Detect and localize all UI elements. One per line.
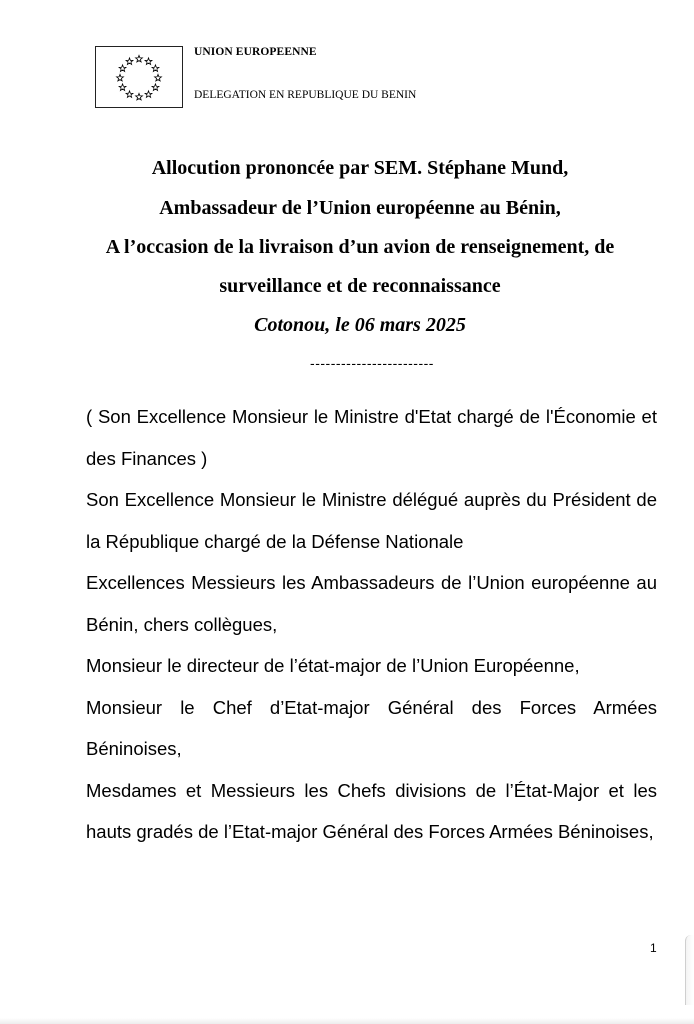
eu-star-icon xyxy=(152,84,159,91)
speech-date: Cotonou, le 06 mars 2025 xyxy=(254,314,466,336)
eu-star-icon xyxy=(119,65,126,72)
eu-star-icon xyxy=(155,74,162,81)
title-line-2: Ambassadeur de l’Union européenne au Bénin, xyxy=(159,197,561,219)
eu-flag-stars-icon xyxy=(114,52,164,104)
eu-star-icon xyxy=(145,58,152,65)
eu-star-icon xyxy=(119,84,126,91)
delegation-name: DELEGATION EN REPUBLIQUE DU BENIN xyxy=(194,89,417,101)
paragraph: Son Excellence Monsieur le Ministre délégué auprès du Président de la République chargé de la Défense Nationale xyxy=(86,489,657,552)
eu-star-icon xyxy=(136,55,143,62)
eu-star-icon xyxy=(126,58,133,65)
page-number: 1 xyxy=(650,941,657,955)
eu-star-icon xyxy=(145,91,152,98)
title-separator: ------------------------ xyxy=(310,355,434,371)
paragraph: Monsieur le Chef d’Etat-major Général des Forces Armées Béninoises, xyxy=(86,696,657,759)
paragraph: ( Son Excellence Monsieur le Ministre d'Etat chargé de l'Économie et des Finances ) xyxy=(86,406,657,469)
title-line-4: surveillance et de reconnaissance xyxy=(219,275,501,297)
organization-name: UNION EUROPEENNE xyxy=(194,46,317,58)
eu-star-icon xyxy=(152,65,159,72)
eu-star-icon xyxy=(126,91,133,98)
eu-logo xyxy=(95,46,183,108)
eu-star-icon xyxy=(117,74,124,81)
salutation-body xyxy=(86,396,657,853)
eu-star-icon xyxy=(136,93,143,100)
paragraph: Excellences Messieurs les Ambassadeurs de l’Union européenne au Bénin, chers collègues, xyxy=(86,572,657,635)
page-edge xyxy=(685,935,694,1005)
page-bottom-shadow xyxy=(0,1018,694,1024)
paragraph: Monsieur le directeur de l’état-major de l’Union Européenne, xyxy=(86,655,580,676)
title-line-3: A l’occasion de la livraison d’un avion de renseignement, de xyxy=(105,236,615,258)
paragraph: Mesdames et Messieurs les Chefs divisions de l’État-Major et les hauts gradés de l’Etat-major Général des Forces Armées Béninoises, xyxy=(86,779,657,842)
title-line-1: Allocution prononcée par SEM. Stéphane Mund, xyxy=(151,157,569,179)
